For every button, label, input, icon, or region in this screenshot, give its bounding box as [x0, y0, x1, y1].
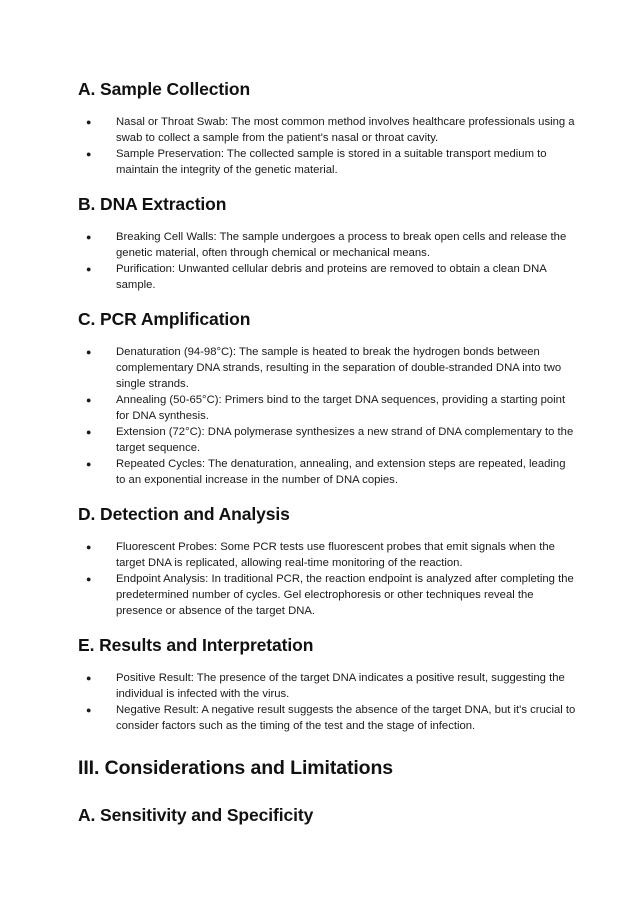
bullet-list	[78, 344, 578, 488]
list-item: ● Repeated Cycles: The denaturation, annealing, and extension steps are repeated, leading to an exponential increase in the number of DNA copies.	[86, 458, 566, 486]
spacer	[78, 794, 578, 804]
list-item: ● Endpoint Analysis: In traditional PCR, the reaction endpoint is analyzed after completing the predetermined number of cycles. Gel electrophoresis or other techniques reveal the presence or absence of the target DNA.	[86, 573, 574, 617]
section-heading: D. Detection and Analysis	[78, 504, 290, 524]
list-item: ● Sample Preservation: The collected sample is stored in a suitable transport medium to maintain the integrity of the genetic material.	[86, 148, 547, 176]
bullet-icon: ●	[86, 149, 92, 159]
section-heading: B. DNA Extraction	[78, 194, 227, 214]
section-heading: E. Results and Interpretation	[78, 635, 314, 655]
bullet-icon: ●	[86, 673, 92, 683]
list-item: ● Breaking Cell Walls: The sample undergoes a process to break open cells and release the genetic material, often through chemical or mechanical means.	[86, 231, 567, 259]
section-results-interpretation	[78, 634, 578, 734]
subsection-heading: A. Sensitivity and Specificity	[78, 805, 314, 825]
bullet-icon: ●	[86, 232, 92, 242]
list-item: ● Denaturation (94-98°C): The sample is heated to break the hydrogen bonds between complementary DNA strands, resulting in the separation of double-stranded DNA into two single strands.	[86, 346, 562, 390]
bullet-icon: ●	[86, 117, 92, 127]
section-heading: A. Sample Collection	[78, 79, 251, 99]
list-item: ● Purification: Unwanted cellular debris and proteins are removed to obtain a clean DNA sample.	[86, 263, 547, 291]
bullet-icon: ●	[86, 427, 92, 437]
bullet-icon: ●	[86, 574, 92, 584]
list-item: ● Extension (72°C): DNA polymerase synthesizes a new strand of DNA complementary to the target sequence.	[86, 426, 574, 454]
section-dna-extraction	[78, 193, 578, 293]
section-sample-collection	[78, 78, 578, 178]
bullet-list	[78, 670, 578, 734]
list-item: ● Nasal or Throat Swab: The most common method involves healthcare professionals using a swab to collect a sample from the patient's nasal or throat cavity.	[86, 116, 575, 144]
section-heading: C. PCR Amplification	[78, 309, 251, 329]
bullet-icon: ●	[86, 395, 92, 405]
bullet-icon: ●	[86, 542, 92, 552]
bullet-icon: ●	[86, 264, 92, 274]
list-item: ● Annealing (50-65°C): Primers bind to the target DNA sequences, providing a starting point for DNA synthesis.	[86, 394, 566, 422]
part-heading: III. Considerations and Limitations	[78, 757, 394, 779]
section-detection-analysis	[78, 503, 578, 619]
bullet-list	[78, 114, 578, 178]
list-item: ● Positive Result: The presence of the target DNA indicates a positive result, suggesting the individual is infected with the virus.	[86, 672, 565, 700]
bullet-list	[78, 539, 578, 619]
list-item: ● Fluorescent Probes: Some PCR tests use fluorescent probes that emit signals when the target DNA is replicated, allowing real-time monitoring of the reaction.	[86, 541, 555, 569]
bullet-list	[78, 229, 578, 293]
bullet-icon: ●	[86, 459, 92, 469]
list-item: ● Negative Result: A negative result suggests the absence of the target DNA, but it's crucial to consider factors such as the timing of the test and the stage of infection.	[86, 704, 576, 732]
bullet-icon: ●	[86, 705, 92, 715]
bullet-icon: ●	[86, 347, 92, 357]
section-pcr-amplification	[78, 308, 578, 488]
